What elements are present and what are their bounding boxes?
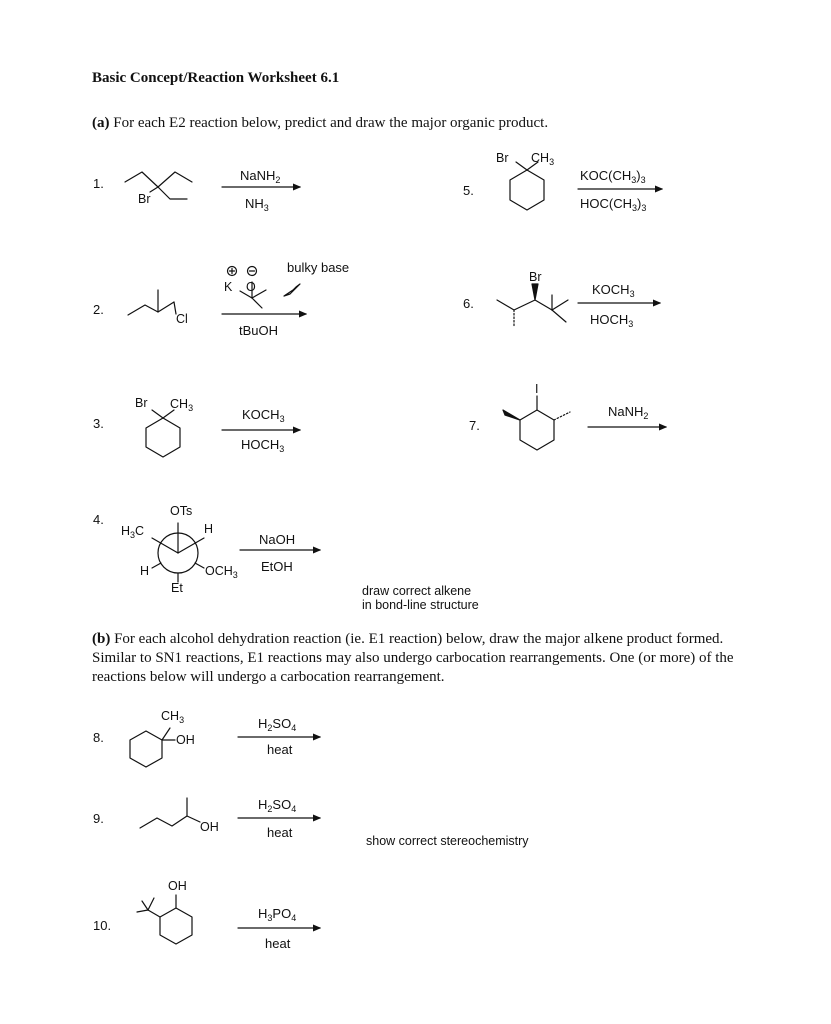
reagent-below: $HOCH_3$ <box>590 312 634 329</box>
structure-2 <box>128 290 176 315</box>
structure-9 <box>140 798 200 828</box>
note-stereochemistry: show correct stereochemistry <box>366 834 529 848</box>
reagent-above: $KOCH_3$ <box>242 407 285 424</box>
note-alkene: draw correct alkene <box>362 584 472 598</box>
reagent-above: NaNH$_2$ <box>608 404 649 421</box>
note-alkene-line2: in bond-line structure <box>362 598 479 612</box>
part-b-text: For each alcohol dehydration reaction (ie. E1 reaction) below, draw the major alkene product formed. Similar to SN1 reactions, E1 reactions may also undergo carbocation rearrangements. One (or more) of the reactions below will undergo a carbocation rearrangement. <box>92 631 734 685</box>
reagent-above: NaOH <box>259 532 296 547</box>
structure-1 <box>125 172 192 199</box>
reagent-above: $KOC(CH_3)_3$ <box>580 168 646 185</box>
reaction-number: 7. <box>469 418 480 433</box>
reagent-above: $H_2SO_4$ <box>258 797 297 814</box>
atom-label: O <box>246 280 256 294</box>
reagent-above: $H_2SO_4$ <box>258 716 297 733</box>
newman-projection-4 <box>152 523 204 582</box>
reagent-below: $HOCH_3$ <box>241 437 285 454</box>
reaction-number: 3. <box>93 416 104 431</box>
structure-8 <box>130 728 175 767</box>
atom-label: Br <box>135 396 148 410</box>
reagent-below: $HOC(CH_3)_3$ <box>580 196 647 213</box>
atom-label: H <box>204 522 214 536</box>
atom-label: K <box>224 280 233 294</box>
reagent-below: tBuOH <box>239 323 279 338</box>
reagent-below: heat <box>267 825 293 840</box>
reagent-below: $NH_3$ <box>245 196 269 213</box>
atom-label: $CH_3$ <box>170 397 194 413</box>
atom-label: Cl <box>176 312 188 326</box>
atom-label: OH <box>200 820 219 834</box>
reaction-number: 6. <box>463 296 474 311</box>
atom-label: $H_3C$ <box>121 524 145 540</box>
reagent-above: $KOCH_3$ <box>592 282 635 299</box>
atom-label: OTs <box>170 504 193 518</box>
reagent-below: heat <box>267 742 293 757</box>
structure-3 <box>146 410 180 457</box>
atom-label: OH <box>176 733 195 747</box>
structure-6 <box>497 284 568 326</box>
reaction-number: 5. <box>463 183 474 198</box>
structure-7 <box>503 396 570 450</box>
atom-label: OH <box>168 879 187 893</box>
part-b-label: (b) <box>92 631 111 647</box>
reaction-number: 4. <box>93 512 104 527</box>
atom-label: Et <box>171 581 183 595</box>
reaction-number: 8. <box>93 730 104 745</box>
reaction-number: 1. <box>93 176 104 191</box>
reagent-above: $H_3PO_4$ <box>258 906 297 923</box>
reagent-above: bulky base <box>287 260 350 275</box>
atom-label: $CH_3$ <box>161 709 185 725</box>
reagent-below: heat <box>265 936 291 951</box>
reaction-number: 9. <box>93 811 104 826</box>
atom-label: $OCH_3$ <box>205 564 238 580</box>
part-a-text: For each E2 reaction below, predict and draw the major organic product. <box>113 115 549 131</box>
atom-label: Br <box>529 270 542 284</box>
reagent-below: EtOH <box>261 559 293 574</box>
reagent-above: NaNH$_2$ <box>240 168 281 185</box>
atom-label: Br <box>138 192 151 206</box>
atom-label: $CH_3$ <box>531 151 555 167</box>
part-a-label: (a) <box>92 115 110 131</box>
atom-label: I <box>535 382 539 396</box>
reaction-number: 10. <box>93 918 112 933</box>
atom-label: H <box>140 564 150 578</box>
reaction-number: 2. <box>93 302 104 317</box>
worksheet-title: Basic Concept/Reaction Worksheet 6.1 <box>92 70 340 86</box>
structure-10 <box>137 895 192 944</box>
atom-label: Br <box>496 151 509 165</box>
structure-5 <box>510 162 544 210</box>
